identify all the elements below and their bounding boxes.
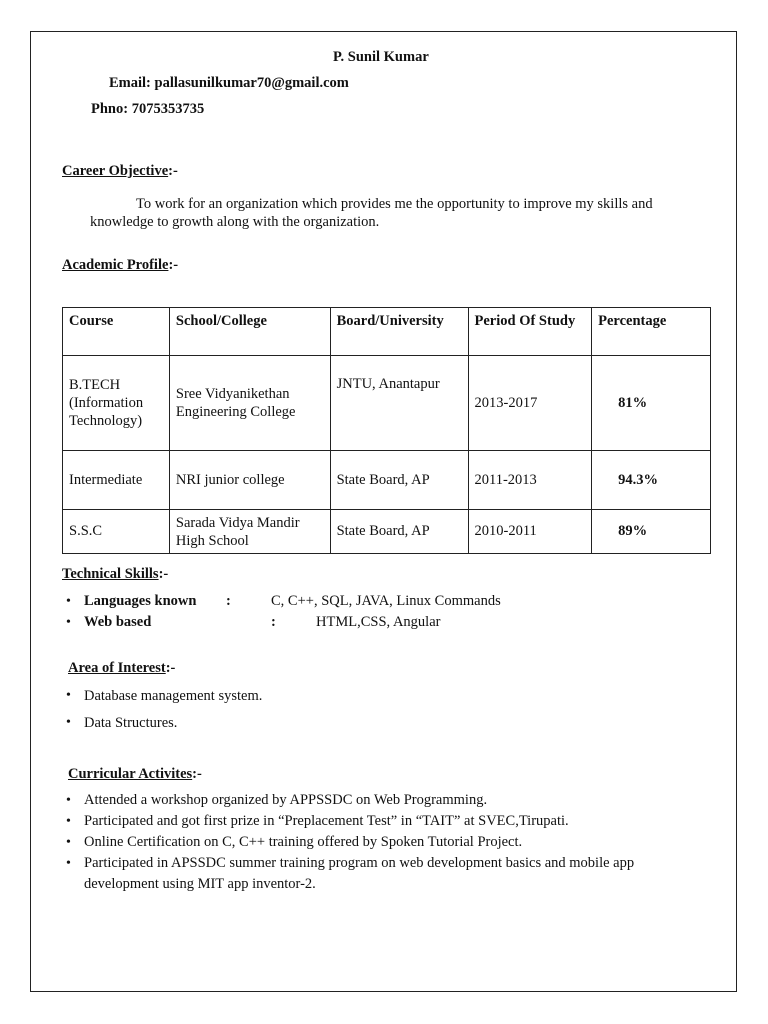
activity-item: • Attended a workshop organized by APPSSDC on Web Programming. xyxy=(62,790,662,811)
skill-separator: : xyxy=(271,614,276,630)
curricular-activities-title: Curricular Activites xyxy=(68,766,193,782)
table-header-row xyxy=(63,308,711,356)
column-header: Board/University xyxy=(330,308,468,356)
board-cell: JNTU, Anantapur xyxy=(330,356,468,451)
candidate-name: P. Sunil Kumar xyxy=(333,49,429,65)
period-cell: 2010-2011 xyxy=(468,510,592,554)
career-objective-body: To work for an organization which provides me the opportunity to improve my skills and knowledge to growth along with the organization. xyxy=(90,196,653,230)
curricular-activities-list xyxy=(62,790,662,895)
skill-separator: : xyxy=(226,593,231,609)
course-cell: Intermediate xyxy=(63,451,170,510)
career-objective-suffix: :- xyxy=(168,163,178,179)
board-cell: State Board, AP xyxy=(330,510,468,554)
column-header: School/College xyxy=(169,308,330,356)
column-header: Percentage xyxy=(592,308,711,356)
academic-profile-suffix: :- xyxy=(168,257,179,273)
technical-skills-list xyxy=(62,591,501,633)
skill-label: • Web based xyxy=(84,614,152,630)
column-header: Period Of Study xyxy=(468,308,592,356)
skill-value: HTML,CSS, Angular xyxy=(316,614,441,630)
career-objective-text xyxy=(90,195,690,231)
table-row xyxy=(63,451,711,510)
school-cell: NRI junior college xyxy=(169,451,330,510)
course-cell: B.TECH (Information Technology) xyxy=(63,356,170,451)
table-row xyxy=(63,356,711,451)
activity-item: • Participated in APSSDC summer training program on web development basics and mobile app development using MIT app inventor-2. xyxy=(62,853,662,895)
interest-item: • Database management system. xyxy=(62,687,262,714)
curricular-activities-heading xyxy=(68,766,202,783)
interest-item: • Data Structures. xyxy=(62,714,262,741)
period-cell: 2013-2017 xyxy=(468,356,592,451)
academic-profile-heading xyxy=(62,257,178,274)
school-cell: Sarada Vidya Mandir High School xyxy=(169,510,330,554)
area-of-interest-title: Area of Interest xyxy=(68,660,166,676)
period-cell: 2011-2013 xyxy=(468,451,592,510)
column-header: Course xyxy=(63,308,170,356)
percentage-cell: 94.3% xyxy=(592,451,711,510)
academic-table xyxy=(62,307,711,554)
table-row xyxy=(63,510,711,554)
career-objective-heading xyxy=(62,163,178,180)
percentage-cell: 81% xyxy=(592,356,711,451)
area-of-interest-heading xyxy=(68,660,175,677)
technical-skills-heading xyxy=(62,566,168,583)
skill-label: • Languages known xyxy=(84,593,197,609)
curricular-activities-suffix: :- xyxy=(192,766,202,782)
email-line: Email: pallasunilkumar70@gmail.com xyxy=(109,75,349,91)
skill-value: C, C++, SQL, JAVA, Linux Commands xyxy=(271,593,501,609)
career-objective-title: Career Objective xyxy=(62,163,169,179)
skill-item xyxy=(62,591,501,612)
technical-skills-title: Technical Skills xyxy=(62,566,159,582)
area-of-interest-suffix: :- xyxy=(165,660,176,676)
percentage-cell: 89% xyxy=(592,510,711,554)
activity-item: • Participated and got first prize in “Preplacement Test” in “TAIT” at SVEC,Tirupati. xyxy=(62,811,662,832)
technical-skills-suffix: :- xyxy=(158,566,169,582)
phone-line: Phno: 7075353735 xyxy=(91,101,205,117)
skill-item xyxy=(62,612,441,633)
academic-profile-title: Academic Profile xyxy=(62,257,169,273)
area-of-interest-list xyxy=(62,687,262,741)
board-cell: State Board, AP xyxy=(330,451,468,510)
course-cell: S.S.C xyxy=(63,510,170,554)
school-cell: Sree Vidyanikethan Engineering College xyxy=(169,356,330,451)
activity-item: • Online Certification on C, C++ training offered by Spoken Tutorial Project. xyxy=(62,832,662,853)
